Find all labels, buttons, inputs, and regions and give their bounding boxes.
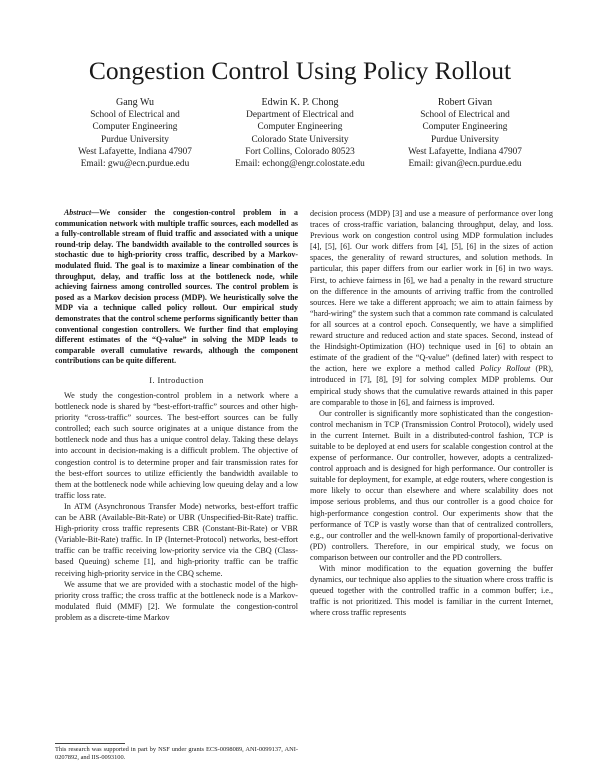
abstract-label: Abstract [64,208,92,217]
paper-title: Congestion Control Using Policy Rollout [88,56,512,85]
footnote-rule [55,743,125,744]
footnote [55,743,298,762]
author-email: Email: gwu@ecn.purdue.edu [80,159,190,170]
body-paragraph: We study the congestion-control problem in a network where a bottleneck node is shared by “best-effort-traffic” sources and other high-priority “cross-traffic” sources. The best-effort sources can be fully controlled; each such source originates at a unique distance from the bottleneck node and thus has a unique control delay. Taking these delays into account in decision-making is a difficult problem. The objective of congestion control is to determine proper and fair transmission rates for the best-effort sources to utilize efficiently the bandwidth available to them at the bottleneck node while achieving low queuing delay and a low traffic loss rate. [55,391,298,500]
footnote-text: This research was supported in part by NSF under grants ECS-0098089, ANI-0099137, ANI-0207892, and IIS-0093100. [55,746,298,762]
body-paragraph: In ATM (Asynchronous Transfer Mode) networks, best-effort traffic can be ABR (Available-Bit-Rate) or UBR (Unspecified-Bit-Rate) traffic. High-priority cross traffic represents CBR (Constant-Bit-Rate) or VBR (Variable-Bit-Rate) traffic. In IP (Internet-Protocol) networks, best-effort traffic can be traffic receiving low-priority service via the CBQ (Class-based Queuing) scheme [1], and high-priority traffic can be traffic receiving high-priority service in the CBQ scheme. [55,501,298,578]
paragraph-text: decision process (MDP) [3] and use a measure of performance over long traces of cross-traffic variation, balancing throughput, delay, and loss. Previous work on congestion control using MDP formulation includes [4], [5], [6]. Our work differs from [4], [5], [6] in the sizes of action spaces, the generality of reward structures, and solution methods. In particular, this paper differs from our earlier work in [6] in two ways. First, to achieve fairness in [6], we had a penalty in the reward structure on the difference in the amounts of arriving traffic from the controlled sources. Here we take a different approach; we aim to attain fairness by “hard-wiring” the system such that a common rate command is calculated for all sources at a control epoch. Consequently, we have a simplified reward structure and reduced action and state spaces. Second, instead of the Hindsight-Optimization (HO) technique used in [6] to obtain an estimate of the gradient of the “Q-value” (defined later) with respect to the action, here we explore a method called [310,209,553,374]
section-heading-introduction: I. Introduction [149,375,204,385]
left-column [55,208,298,623]
author-affiliation-line: Purdue University [101,134,169,145]
author-name: Robert Givan [437,97,493,108]
author-affiliation-line: Computer Engineering [257,122,343,133]
author-email: Email: givan@ecn.purdue.edu [408,159,522,170]
author-name: Edwin K. P. Chong [261,97,339,108]
paragraph-text: (PR), introduced in [7], [8], [9] for solving complex MDP problems. Our empirical study shows that the cumulative rewards attained in this paper are comparable to those in [6], and fairness is improved. [310,364,554,407]
author-address-line: West Lafayette, Indiana 47907 [408,146,522,157]
author-affiliation-line: Computer Engineering [92,122,178,133]
body-paragraph: Our controller is significantly more sophisticated than the congestion-control mechanism in TCP (Transmission Control Protocol), widely used in the current Internet. Built in a distributed-control fashion, TCP is suitable to be deployed at end users for scalable congestion control at the expense of performance. Our controller, however, adopts a centralized-control approach and is designed for high performance. Our controller is suitable for deployment, for example, at edge routers, where congestion is more likely to occur than elsewhere and where scalability does not impose serious problems, and thus our controller is a good choice for high-performance congestion control. Our experiments show that the performance of TCP is vastly worse than that of centralized controllers, e.g., our controller and the well-known family of proportional-derivative (PD) controllers. Therefore, in our empirical study, we focus on comparison between our controller and the PD controllers. [310,408,553,562]
author-affiliation-line: Colorado State University [251,134,349,145]
body-paragraph: With minor modification to the equation governing the buffer dynamics, our technique also applies to the situation where cross traffic is queued together with the controlled traffic in a common buffer; i.e., traffic is not prioritized. This model is familiar in the current Internet, where cross traffic represents [310,564,553,618]
abstract-text: We consider the congestion-control problem in a communication network with multiple traffic sources, each modelled as a fully-controllable stream of fluid traffic and associated with a unique round-trip delay. The bandwidth available to the controlled sources is stochastic due to high-priority cross traffic, described by a Markov-modulated fluid. The goal is to maximize a linear combination of the throughput, delay, and traffic loss at the bottleneck node, while achieving fairness among controlled sources. The control problem is posed as a Markov decision process (MDP). We heuristically solve the MDP via a technique called policy rollout. Our empirical study demonstrates that the control scheme performs significantly better than conventional congestion controllers. We further find that employing different estimates of the “Q-value” in solving the MDP leads to comparable overall cumulative rewards, although the component contributions can be quite different. [55,208,298,366]
body-paragraph [310,208,553,408]
abstract-dash: — [91,208,100,217]
author-affiliation-line: School of Electrical and [420,110,510,121]
author-affiliation-line: School of Electrical and [90,110,180,121]
author-name: Gang Wu [115,97,155,108]
emphasized-term: Policy Rollout [479,364,531,374]
body-paragraph: We assume that we are provided with a stochastic model of the high-priority cross traffic; the cross traffic at the bottleneck node is a Markov-modulated fluid (MMF) [2]. We formulate the congestion-control problem as a discrete-time Markov [55,579,298,622]
author-affiliation-line: Department of Electrical and [246,110,354,121]
author-block-2 [210,97,390,170]
abstract [55,208,298,367]
author-block-1 [45,97,225,170]
author-address-line: West Lafayette, Indiana 47907 [78,146,192,157]
author-block-3 [375,97,555,170]
author-address-line: Fort Collins, Colorado 80523 [245,146,355,157]
author-affiliation-line: Computer Engineering [422,122,508,133]
author-email: Email: echong@engr.colostate.edu [235,159,365,170]
right-column [310,208,553,618]
author-affiliation-line: Purdue University [431,134,499,145]
